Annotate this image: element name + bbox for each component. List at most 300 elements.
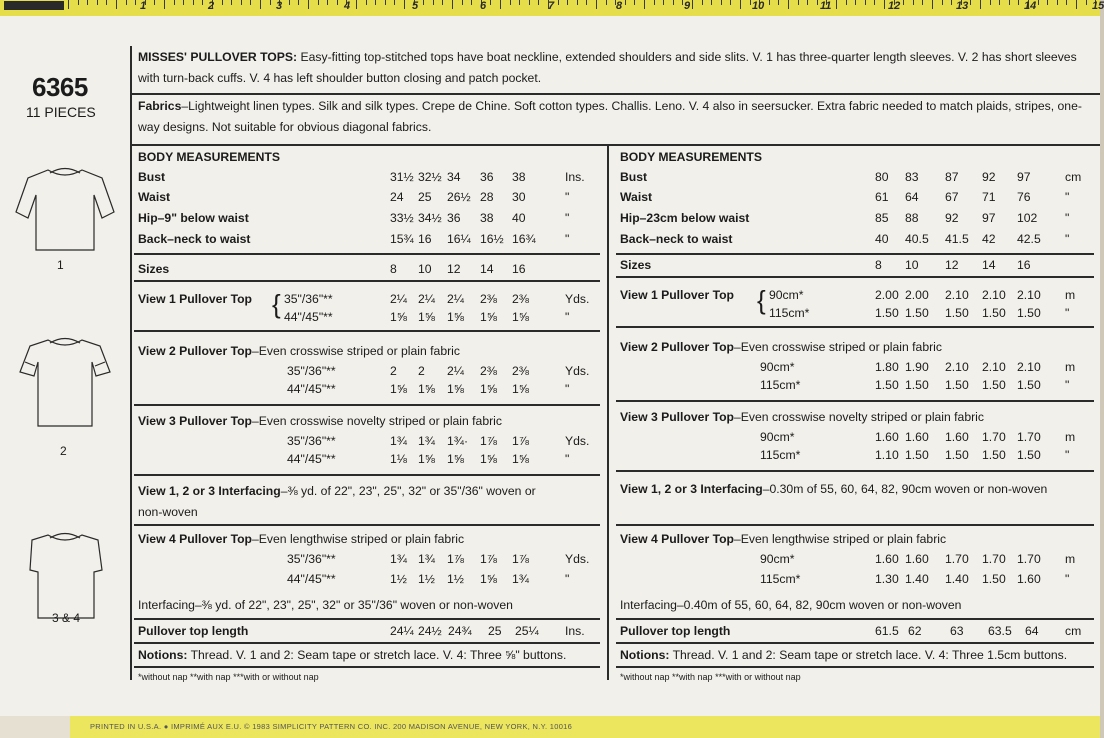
fabric-width: 44"/45"** bbox=[287, 452, 336, 466]
yardage-value: 1½ bbox=[447, 572, 464, 586]
ruler-tick bbox=[241, 0, 242, 5]
description-title: MISSES' PULLOVER TOPS: bbox=[138, 50, 298, 64]
measurement-unit: " bbox=[1065, 232, 1070, 246]
measurement-value: 92 bbox=[945, 211, 959, 225]
view-3-4-sketch bbox=[30, 535, 102, 618]
ruler-tick bbox=[702, 0, 703, 5]
yardage-value: 1¾ bbox=[512, 572, 529, 586]
pullover-length-label: Pullover top length bbox=[138, 624, 249, 638]
yardage-unit: Yds. bbox=[565, 364, 590, 378]
view2-title-line bbox=[138, 344, 460, 358]
size-value: 12 bbox=[447, 262, 461, 276]
view2-subtitle: –Even crosswise striped or plain fabric bbox=[734, 340, 942, 354]
yardage-value: 2.10 bbox=[982, 288, 1006, 302]
yardage-value: 1⅝ bbox=[418, 382, 435, 396]
measurement-value: 40 bbox=[875, 232, 889, 246]
yardage-unit: Yds. bbox=[565, 434, 590, 448]
yardage-value: 1⅝ bbox=[480, 310, 497, 324]
measurement-label: Back–neck to waist bbox=[138, 232, 251, 246]
body-measurements-heading: BODY MEASUREMENTS bbox=[620, 150, 762, 164]
pullover-length-value: 25¼ bbox=[515, 624, 539, 638]
yardage-value: 1½ bbox=[390, 572, 407, 586]
ruler-number: 9 bbox=[684, 0, 691, 12]
ruler-tick bbox=[721, 0, 722, 5]
section-rule bbox=[616, 276, 1094, 278]
yardage-value: 1.40 bbox=[905, 572, 929, 586]
view1-title: View 1 Pullover Top bbox=[138, 292, 253, 306]
brace-icon: { bbox=[272, 289, 281, 319]
yardage-value: 2 bbox=[390, 364, 397, 378]
ruler-tick bbox=[730, 0, 731, 5]
ruler-tick bbox=[634, 0, 635, 5]
fabrics bbox=[138, 96, 1098, 138]
ruler-tick bbox=[529, 0, 530, 5]
interfacing-123-text: –⅜ yd. of 22", 23", 25", 32" or 35"/36" woven or bbox=[280, 484, 536, 498]
pieces-count: 11 PIECES bbox=[26, 104, 96, 120]
ruler-tick bbox=[385, 0, 386, 5]
ruler-tick bbox=[222, 0, 223, 5]
yardage-value: 1½ bbox=[418, 572, 435, 586]
yardage-value: 1⅝ bbox=[480, 572, 497, 586]
ruler-tick bbox=[932, 0, 933, 9]
yardage-value: 1⅞ bbox=[512, 434, 529, 448]
section-rule bbox=[616, 326, 1094, 328]
yardage-value: 1.70 bbox=[1017, 552, 1041, 566]
measurement-value: 85 bbox=[875, 211, 889, 225]
ruler-number: 6 bbox=[480, 0, 487, 12]
ruler-tick bbox=[903, 0, 904, 5]
ruler-tick bbox=[846, 0, 847, 5]
ruler-tick bbox=[654, 0, 655, 5]
interfacing-123-text: –0.30m of 55, 60, 64, 82, 90cm woven or non-woven bbox=[762, 482, 1048, 496]
yardage-value: 1.50 bbox=[982, 448, 1006, 462]
ruler-tick bbox=[68, 0, 69, 9]
ruler-tick bbox=[193, 0, 194, 5]
ruler-tick bbox=[990, 0, 991, 5]
yardage-value: 1.40 bbox=[945, 572, 969, 586]
measurement-value: 40 bbox=[512, 211, 526, 225]
yardage-value: 1¾ bbox=[418, 552, 435, 566]
measurement-label: Back–neck to waist bbox=[620, 232, 733, 246]
sizes-label: Sizes bbox=[620, 258, 652, 272]
ruler-number: 10 bbox=[752, 0, 765, 12]
measurement-value: 32½ bbox=[418, 170, 442, 184]
nap-footnotes: *without nap **with nap ***with or without nap bbox=[620, 672, 801, 682]
section-rule bbox=[616, 618, 1094, 620]
yardage-value: 1⅝ bbox=[418, 452, 435, 466]
section-rule bbox=[134, 253, 600, 255]
yardage-unit: " bbox=[565, 382, 570, 396]
view-2-sketch bbox=[20, 340, 110, 426]
ruler-tick bbox=[606, 0, 607, 5]
fabrics-title: Fabrics bbox=[138, 99, 182, 113]
yardage-value: 1⅞ bbox=[480, 434, 497, 448]
yardage-value: 1.60 bbox=[875, 552, 899, 566]
view4-title: View 4 Pullover Top bbox=[620, 532, 735, 546]
yardage-unit: " bbox=[1065, 306, 1070, 320]
measurement-value: 28 bbox=[480, 190, 494, 204]
fabric-width: 115cm* bbox=[760, 448, 801, 462]
size-value: 10 bbox=[418, 262, 432, 276]
ruler-tick bbox=[87, 0, 88, 5]
ruler-tick bbox=[394, 0, 395, 5]
interfacing-123-title: View 1, 2 or 3 Interfacing bbox=[138, 484, 281, 498]
ruler-tick bbox=[538, 0, 539, 5]
section-rule bbox=[616, 470, 1094, 472]
yardage-value: 2.00 bbox=[875, 288, 899, 302]
ruler-tick bbox=[154, 0, 155, 5]
description bbox=[138, 47, 1098, 89]
interfacing-4-text: Interfacing–⅜ yd. of 22", 23", 25", 32" or 35"/36" woven or non-woven bbox=[138, 598, 513, 612]
view4-title-line bbox=[620, 532, 946, 546]
ruler-tick bbox=[356, 0, 357, 9]
fabric-width: 90cm* bbox=[760, 430, 795, 444]
ruler-tick bbox=[692, 0, 693, 9]
ruler-tick bbox=[625, 0, 626, 5]
yardage-value: 1⅝ bbox=[447, 310, 464, 324]
section-rule bbox=[616, 253, 1094, 255]
yardage-value: 1.50 bbox=[905, 306, 929, 320]
yardage-unit: " bbox=[565, 310, 570, 324]
ruler-tick bbox=[750, 0, 751, 5]
ruler-tick bbox=[644, 0, 645, 9]
yardage-value: 1⅝ bbox=[418, 310, 435, 324]
measurement-value: 97 bbox=[982, 211, 996, 225]
fabric-width: 44"/45"** bbox=[287, 382, 336, 396]
ruler-tick bbox=[202, 0, 203, 5]
notions-title: Notions: bbox=[138, 648, 188, 662]
ruler-tick bbox=[135, 0, 136, 5]
ruler-tick bbox=[1038, 0, 1039, 5]
pullover-length-unit: cm bbox=[1065, 624, 1082, 638]
size-value: 16 bbox=[512, 262, 526, 276]
section-rule bbox=[134, 666, 600, 668]
section-rule bbox=[616, 666, 1094, 668]
section-rule bbox=[616, 400, 1094, 402]
ruler-tick bbox=[1018, 0, 1019, 5]
notions-line bbox=[138, 648, 566, 662]
pullover-length-label: Pullover top length bbox=[620, 624, 731, 638]
fabric-width: 115cm* bbox=[769, 306, 810, 320]
ruler-tick bbox=[884, 0, 885, 9]
yardage-value: 2 bbox=[418, 364, 425, 378]
yardage-value: 1.60 bbox=[905, 430, 929, 444]
ruler-tick bbox=[337, 0, 338, 5]
yardage-value: 1⅛ bbox=[390, 452, 407, 466]
yardage-value: 2.10 bbox=[1017, 360, 1041, 374]
view-label-1: 1 bbox=[57, 258, 64, 272]
ruler-tick bbox=[711, 0, 712, 5]
ruler-tick bbox=[855, 0, 856, 5]
measurement-value: 24 bbox=[390, 190, 404, 204]
size-value: 8 bbox=[390, 262, 397, 276]
measurement-value: 33½ bbox=[390, 211, 414, 225]
yardage-value: 2⅜ bbox=[480, 364, 497, 378]
ruler-number: 8 bbox=[616, 0, 623, 12]
yardage-unit: " bbox=[565, 452, 570, 466]
section-rule bbox=[134, 642, 600, 644]
yardage-value: 1.50 bbox=[875, 378, 899, 392]
yardage-value: 1.10 bbox=[875, 448, 899, 462]
yardage-value: 1.30 bbox=[875, 572, 899, 586]
ruler-number: 3 bbox=[276, 0, 283, 12]
ruler-number: 5 bbox=[412, 0, 419, 12]
ruler-tick bbox=[116, 0, 117, 9]
ruler-tick bbox=[865, 0, 866, 5]
fabric-width: 90cm* bbox=[760, 360, 795, 374]
interfacing-4-text: Interfacing–0.40m of 55, 60, 64, 82, 90cm woven or non-woven bbox=[620, 598, 962, 612]
measurement-value: 26½ bbox=[447, 190, 471, 204]
ruler-tick bbox=[164, 0, 165, 9]
ruler-tick bbox=[308, 0, 309, 9]
ruler-tick bbox=[366, 0, 367, 5]
measurement-value: 61 bbox=[875, 190, 889, 204]
measurement-value: 41.5 bbox=[945, 232, 969, 246]
yardage-value: 1⅞ bbox=[512, 552, 529, 566]
yardage-value: 1.50 bbox=[945, 448, 969, 462]
measurement-value: 16 bbox=[418, 232, 432, 246]
ruler-tick bbox=[298, 0, 299, 5]
yardage-value: 1⅞ bbox=[447, 552, 464, 566]
ruler-number: 7 bbox=[548, 0, 555, 12]
ruler-tick bbox=[1066, 0, 1067, 5]
ruler-tick bbox=[778, 0, 779, 5]
ruler-tick bbox=[673, 0, 674, 5]
yardage-value: 1.50 bbox=[945, 378, 969, 392]
fabrics-text: –Lightweight linen types. Silk and silk types. Crepe de Chine. Soft cotton types. Challis. Leno. V. 4 also in seersucker. Extra fabric needed to match plaids, stripes, one-way designs. Not suitable for obvious diagonal fabrics. bbox=[138, 99, 1082, 134]
yardage-value: 1⅝ bbox=[512, 452, 529, 466]
rule bbox=[132, 93, 1100, 95]
pullover-length-value: 24¼ bbox=[390, 624, 414, 638]
measurement-value: 97 bbox=[1017, 170, 1031, 184]
fabric-width: 35"/36"** bbox=[287, 364, 336, 378]
ruler-tick bbox=[769, 0, 770, 5]
measurement-value: 16¾ bbox=[512, 232, 536, 246]
ruler-tick bbox=[817, 0, 818, 5]
ruler-number: 2 bbox=[208, 0, 215, 12]
fabric-width: 115cm* bbox=[760, 378, 801, 392]
yardage-value: 1.60 bbox=[945, 430, 969, 444]
ruler-number: 12 bbox=[888, 0, 901, 12]
measurement-value: 83 bbox=[905, 170, 919, 184]
ruler-tick bbox=[586, 0, 587, 5]
pullover-length-value: 24¾ bbox=[448, 624, 472, 638]
yardage-value: 2⅜ bbox=[512, 364, 529, 378]
yardage-value: 2¼ bbox=[447, 292, 464, 306]
yardage-value: 2¼ bbox=[447, 364, 464, 378]
yardage-value: 1.50 bbox=[1017, 448, 1041, 462]
view4-title-line bbox=[138, 532, 464, 546]
measurement-value: 36 bbox=[447, 211, 461, 225]
view4-subtitle: –Even lengthwise striped or plain fabric bbox=[252, 532, 465, 546]
ruler-tick bbox=[558, 0, 559, 5]
size-value: 16 bbox=[1017, 258, 1031, 272]
sizes-label: Sizes bbox=[138, 262, 170, 276]
ruler-tick bbox=[260, 0, 261, 9]
view-1-sketch bbox=[16, 170, 114, 250]
ruler-tick bbox=[452, 0, 453, 9]
ruler-tick bbox=[327, 0, 328, 5]
view2-title-line bbox=[620, 340, 942, 354]
yardage-unit: m bbox=[1065, 430, 1076, 444]
ruler-number: 13 bbox=[956, 0, 969, 12]
measurement-value: 40.5 bbox=[905, 232, 929, 246]
ruler-tick bbox=[183, 0, 184, 5]
fabric-width: 90cm* bbox=[769, 288, 804, 302]
ruler-tick bbox=[1076, 0, 1077, 9]
measurement-value: 36 bbox=[480, 170, 494, 184]
yardage-value: 1⅝ bbox=[447, 382, 464, 396]
ruler-tick bbox=[922, 0, 923, 5]
measurement-value: 34½ bbox=[418, 211, 442, 225]
yardage-value: 1¾ bbox=[418, 434, 435, 448]
view3-title-line bbox=[620, 410, 984, 424]
view2-title: View 2 Pullover Top bbox=[138, 344, 253, 358]
yardage-value: 1.50 bbox=[905, 448, 929, 462]
size-value: 10 bbox=[905, 258, 919, 272]
measurement-unit: cm bbox=[1065, 170, 1082, 184]
interfacing-123-title: View 1, 2 or 3 Interfacing bbox=[620, 482, 763, 496]
pullover-length-value: 25 bbox=[488, 624, 502, 638]
yardage-value: 1.60 bbox=[1017, 572, 1041, 586]
ruler-tick bbox=[913, 0, 914, 5]
section-rule bbox=[134, 474, 600, 476]
measurement-value: 87 bbox=[945, 170, 959, 184]
fabric-width: 90cm* bbox=[760, 552, 795, 566]
yardage-value: 2⅜ bbox=[512, 292, 529, 306]
view3-title: View 3 Pullover Top bbox=[620, 410, 735, 424]
measurement-value: 16½ bbox=[480, 232, 504, 246]
copyright-footer: PRINTED IN U.S.A. ● IMPRIMÉ AUX E.U. © 1983 SIMPLICITY PATTERN CO. INC. 200 MADISON AVENUE, NEW YORK, N.Y. 10016 bbox=[90, 722, 573, 731]
yardage-value: 1¾ bbox=[390, 552, 407, 566]
ruler-number: 14 bbox=[1024, 0, 1037, 12]
yardage-value: 1.50 bbox=[982, 378, 1006, 392]
ruler-tick bbox=[433, 0, 434, 5]
measurement-value: 34 bbox=[447, 170, 461, 184]
pullover-length-value: 61.5 bbox=[875, 624, 899, 638]
yardage-unit: m bbox=[1065, 552, 1076, 566]
view1-title: View 1 Pullover Top bbox=[620, 288, 735, 302]
measurement-value: 92 bbox=[982, 170, 996, 184]
yardage-value: 1⅝ bbox=[512, 310, 529, 324]
ruler-tick bbox=[250, 0, 251, 5]
section-rule bbox=[134, 330, 600, 332]
ruler-tick bbox=[174, 0, 175, 5]
yardage-unit: " bbox=[1065, 378, 1070, 392]
measurement-value: 71 bbox=[982, 190, 996, 204]
yardage-unit: Yds. bbox=[565, 552, 590, 566]
yardage-value: 2.00 bbox=[905, 288, 929, 302]
view2-title: View 2 Pullover Top bbox=[620, 340, 735, 354]
measurement-value: 42 bbox=[982, 232, 996, 246]
measurement-unit: " bbox=[1065, 211, 1070, 225]
yardage-unit: m bbox=[1065, 360, 1076, 374]
yardage-value: 1⅝ bbox=[390, 382, 407, 396]
ruler-tick bbox=[106, 0, 107, 5]
ruler-tick bbox=[788, 0, 789, 9]
view-sketches bbox=[10, 140, 120, 640]
section-rule bbox=[134, 618, 600, 620]
measurement-label: Waist bbox=[138, 190, 171, 204]
yardage-value: 1⅝ bbox=[480, 452, 497, 466]
interfacing-123-line bbox=[620, 482, 1047, 496]
ruler-tick bbox=[442, 0, 443, 5]
ruler-number: 15 bbox=[1092, 0, 1104, 12]
yardage-value: 1.90 bbox=[905, 360, 929, 374]
ruler-number: 11 bbox=[820, 0, 832, 12]
section-rule bbox=[616, 524, 1094, 526]
ruler-tick bbox=[874, 0, 875, 5]
fabric-width: 35"/36"** bbox=[287, 552, 336, 566]
ruler-tick bbox=[1009, 0, 1010, 5]
ruler-badge bbox=[4, 1, 64, 10]
yardage-value: 1.70 bbox=[982, 552, 1006, 566]
section-rule bbox=[616, 642, 1094, 644]
pullover-length-value: 64 bbox=[1025, 624, 1039, 638]
fabric-width: 44"/45"** bbox=[287, 572, 336, 586]
ruler-tick bbox=[519, 0, 520, 5]
yardage-value: 1.60 bbox=[905, 552, 929, 566]
fabric-width: 115cm* bbox=[760, 572, 801, 586]
rule bbox=[132, 144, 1100, 146]
measurement-value: 88 bbox=[905, 211, 919, 225]
section-rule bbox=[134, 524, 600, 526]
yardage-unit: Yds. bbox=[565, 292, 590, 306]
size-value: 12 bbox=[945, 258, 959, 272]
ruler-number: 1 bbox=[140, 0, 147, 12]
ruler-tick bbox=[970, 0, 971, 5]
view4-subtitle: –Even lengthwise striped or plain fabric bbox=[734, 532, 947, 546]
ruler-tick bbox=[78, 0, 79, 5]
pullover-length-value: 63.5 bbox=[988, 624, 1012, 638]
view-label-3-4: 3 & 4 bbox=[52, 611, 81, 625]
measurement-value: 64 bbox=[905, 190, 919, 204]
measurement-value: 30 bbox=[512, 190, 526, 204]
yardage-value: 1.50 bbox=[875, 306, 899, 320]
yardage-value: 1⅝ bbox=[447, 452, 464, 466]
measurement-unit: " bbox=[1065, 190, 1070, 204]
yardage-value: 1.50 bbox=[982, 306, 1006, 320]
ruler-tick bbox=[270, 0, 271, 5]
yardage-value: 2⅜ bbox=[480, 292, 497, 306]
fabric-width: 44"/45"** bbox=[284, 310, 333, 324]
size-value: 14 bbox=[982, 258, 996, 272]
view3-subtitle: –Even crosswise novelty striped or plain fabric bbox=[252, 414, 502, 428]
ruler-tick bbox=[126, 0, 127, 5]
measurement-value: 25 bbox=[418, 190, 432, 204]
size-value: 14 bbox=[480, 262, 494, 276]
ruler-tick bbox=[1086, 0, 1087, 5]
ruler-tick bbox=[980, 0, 981, 9]
yardage-value: 1⅝ bbox=[512, 382, 529, 396]
size-value: 8 bbox=[875, 258, 882, 272]
main-divider bbox=[130, 46, 132, 680]
ruler-tick bbox=[490, 0, 491, 5]
pullover-length-unit: Ins. bbox=[565, 624, 585, 638]
view3-title-line bbox=[138, 414, 502, 428]
notions-text: Thread. V. 1 and 2: Seam tape or stretch lace. V. 4: Three 1.5cm buttons. bbox=[669, 648, 1068, 662]
yardage-value: 1⅝ bbox=[390, 310, 407, 324]
yardage-value: 1.80 bbox=[875, 360, 899, 374]
measurement-value: 15¾ bbox=[390, 232, 414, 246]
description-text: Easy-fitting top-stitched tops have boat neckline, extended shoulders and side slits. V. 1 has three-quarter length sleeves. V. 2 has short sleeves with turn-back cuffs. V. 4 has left shoulder button closing and patch pocket. bbox=[138, 50, 1077, 85]
measurement-label: Hip–9" below waist bbox=[138, 211, 249, 225]
yardage-value: 1.70 bbox=[1017, 430, 1041, 444]
measuring-ruler bbox=[0, 0, 1104, 17]
yardage-value: 1.60 bbox=[875, 430, 899, 444]
yardage-unit: " bbox=[1065, 572, 1070, 586]
ruler-tick bbox=[807, 0, 808, 5]
